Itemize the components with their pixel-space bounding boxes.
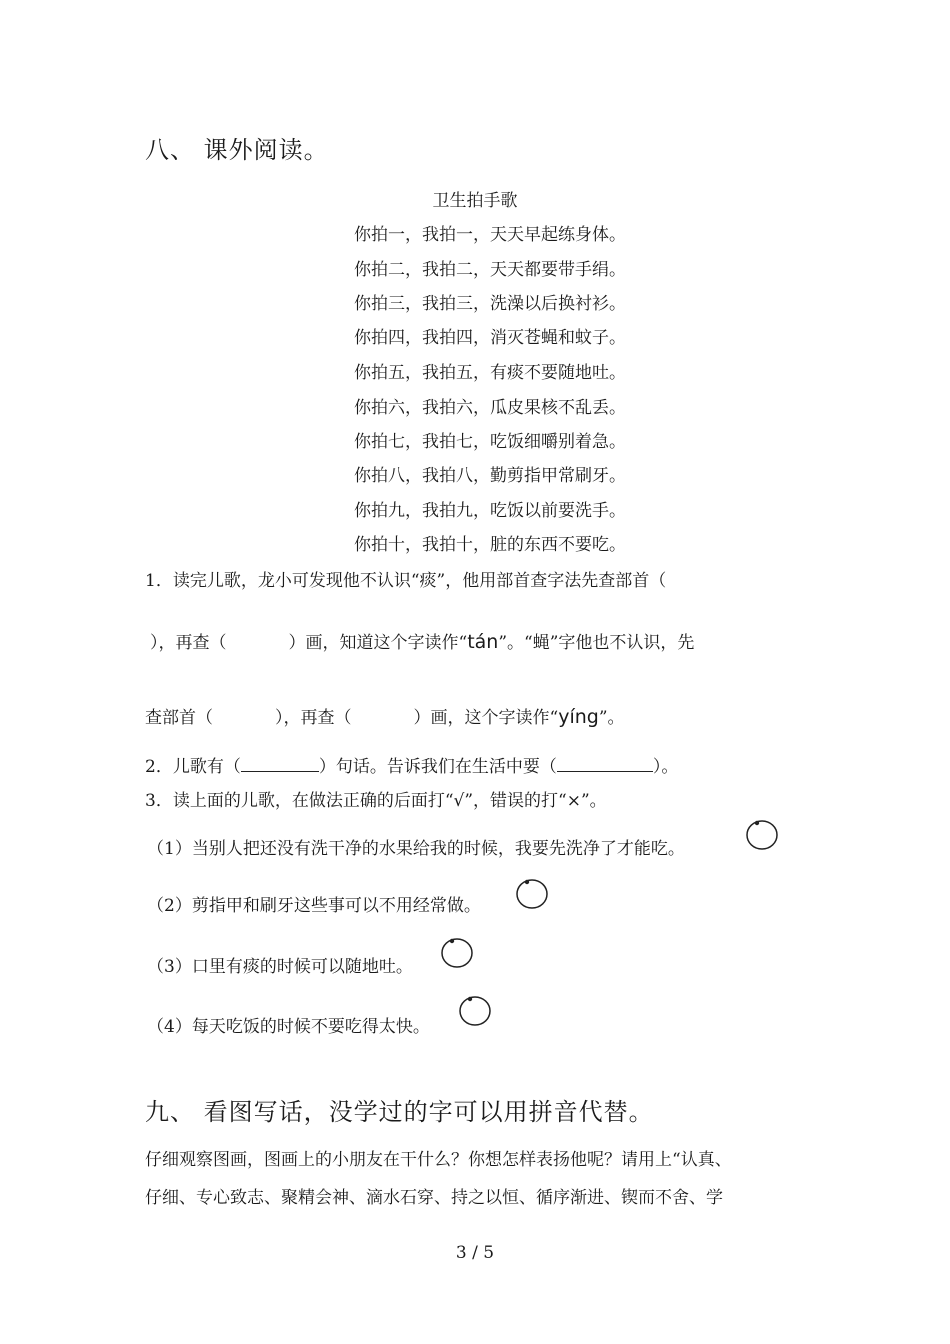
answer-circle-icon[interactable] xyxy=(439,935,475,971)
q1-text: 查部首（ xyxy=(145,708,213,728)
pinyin-tan: tán xyxy=(467,631,499,653)
section-9-line-1: 仔细观察图画，图画上的小朋友在干什么？你想怎样表扬他呢？请用上“认真、 xyxy=(145,1150,732,1170)
q3-item-4: （4）每天吃饭的时候不要吃得太快。 xyxy=(147,1017,430,1037)
q1-text: ）画，这个字读作“ xyxy=(413,708,559,728)
poem-line: 你拍四，我拍四，消灭苍蝇和蚊子。 xyxy=(354,328,626,348)
q1-text: ）画，知道这个字读作“ xyxy=(288,633,468,653)
question-2 xyxy=(145,752,678,777)
question-1-line-1: 1．读完儿歌，龙小可发现他不认识“痰”，他用部首查字法先查部首（ xyxy=(145,571,667,591)
q1-text: ），再查（ xyxy=(275,708,352,728)
q3-item-2: （2）剪指甲和刷牙这些事可以不用经常做。 xyxy=(147,896,481,916)
poem-line: 你拍一，我拍一，天天早起练身体。 xyxy=(354,225,626,245)
poem-line: 你拍七，我拍七，吃饭细嚼别着急。 xyxy=(354,432,626,452)
section-9-heading: 九、 看图写话，没学过的字可以用拼音代替。 xyxy=(145,1098,654,1126)
answer-circle-icon[interactable] xyxy=(514,876,550,912)
q3-item-1: （1）当别人把还没有洗干净的水果给我的时候，我要先洗净了才能吃。 xyxy=(147,839,685,859)
section-9-line-2: 仔细、专心致志、聚精会神、滴水石穿、持之以恒、循序渐进、锲而不舍、学 xyxy=(145,1188,723,1208)
q1-text: ”。“蝇”字他也不认识，先 xyxy=(498,633,695,653)
sentence-count-blank[interactable] xyxy=(241,757,319,772)
q1-text: ”。 xyxy=(598,708,625,728)
q3-item-3: （3）口里有痰的时候可以随地吐。 xyxy=(147,957,413,977)
poem-line: 你拍二，我拍二，天天都要带手绢。 xyxy=(354,260,626,280)
lesson-blank[interactable] xyxy=(557,757,653,772)
poem-line: 你拍五，我拍五，有痰不要随地吐。 xyxy=(354,363,626,383)
poem-line: 你拍三，我拍三，洗澡以后换衬衫。 xyxy=(354,294,626,314)
answer-circle-icon[interactable] xyxy=(457,993,493,1029)
question-1-line-2 xyxy=(150,628,694,653)
q1-text: ），再查（ xyxy=(150,633,227,653)
poem-line: 你拍六，我拍六，瓜皮果核不乱丢。 xyxy=(354,398,626,418)
poem-line: 你拍九，我拍九，吃饭以前要洗手。 xyxy=(354,501,626,521)
section-8-heading: 八、 课外阅读。 xyxy=(145,136,329,164)
pinyin-ying: yíng xyxy=(558,706,599,728)
answer-circle-icon[interactable] xyxy=(744,817,780,853)
q2-text: 2．儿歌有（ xyxy=(145,757,241,777)
poem-title: 卫生拍手歌 xyxy=(432,191,518,211)
question-1-line-3 xyxy=(145,703,625,728)
q2-text: ）句话。告诉我们在生活中要（ xyxy=(318,757,557,777)
poem-line: 你拍八，我拍八，勤剪指甲常刷牙。 xyxy=(354,466,626,486)
page-number: 3 / 5 xyxy=(455,1243,495,1263)
poem-line: 你拍十，我拍十，脏的东西不要吃。 xyxy=(354,535,626,555)
question-3-prompt: 3．读上面的儿歌，在做法正确的后面打“√”，错误的打“×”。 xyxy=(145,791,607,811)
q2-text: ）。 xyxy=(652,757,679,777)
